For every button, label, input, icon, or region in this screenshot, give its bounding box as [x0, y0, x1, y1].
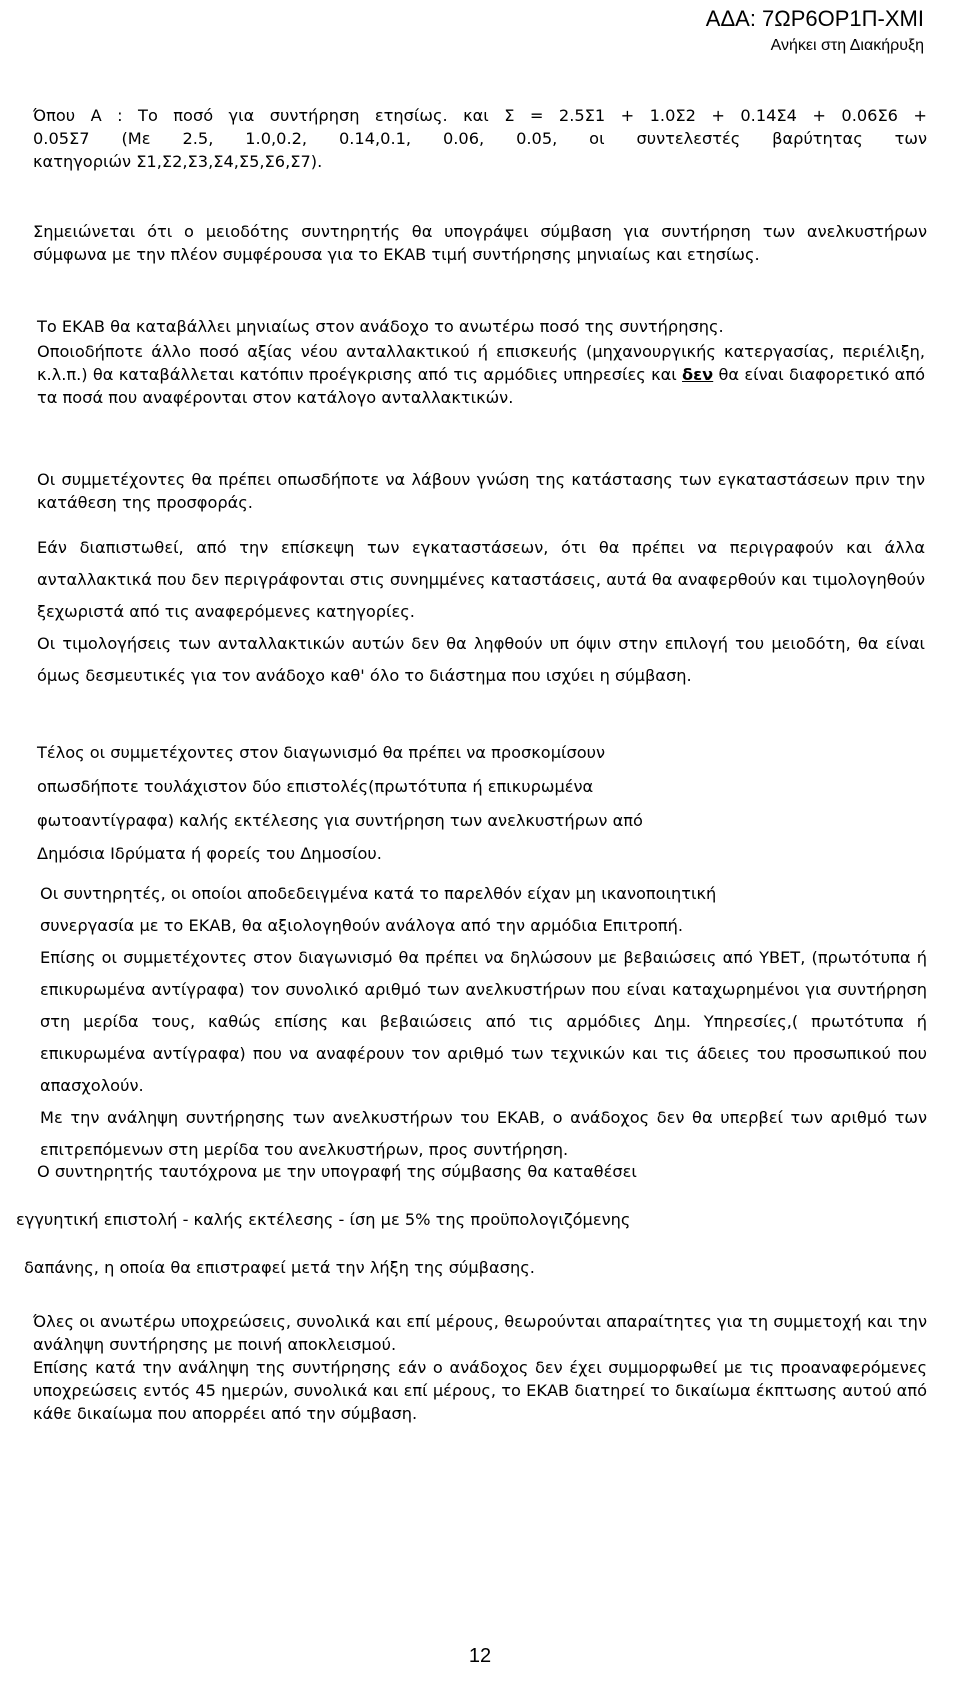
limit-paragraph: Με την ανάληψη συντήρησης των ανελκυστήρων του ΕΚΑΒ, ο ανάδοχος δεν θα υπερβεί των αριθμό των επιτρεπόμενων στη μερίδα του ανελκυστήρων, προς συντήρηση.: [40, 1108, 927, 1159]
payment-block: [37, 315, 925, 409]
document-subtitle: Ανήκει στη Διακήρυξη: [770, 37, 924, 54]
ekab-pay-paragraph: Το ΕΚΑΒ θα καταβάλλει μηνιαίως στον ανάδοχο το ανωτέρω ποσό της συντήρησης.: [37, 317, 724, 336]
guarantee-line-3: δαπάνης, η οποία θα επιστραφεί μετά την λήξη της σύμβασης.: [24, 1258, 535, 1277]
obligations-block: [40, 878, 927, 1166]
note-paragraph: Σημειώνεται ότι ο μειοδότης συντηρητής θα υπογράψει σύμβαση για συντήρηση των ανελκυστήρων σύμφωνα με την πλέον συμφέρουσα για το ΕΚΑΒ τιμή συντήρησης μηνιαίως και ετησίως.: [33, 222, 927, 264]
page-number: 12: [468, 1645, 492, 1667]
maint-line-1: Οι συντηρητές, οι οποίοι αποδεδειγμένα κατά το παρελθόν είχαν μη ικανοποιητική: [40, 884, 717, 903]
note-block: [33, 220, 927, 266]
formula-line-2: 0.05Σ7 (Με 2.5, 1.0,0.2, 0.14,0.1, 0.06, 0.05, οι συντελεστές βαρύτητας των: [33, 129, 927, 148]
references-block: [37, 736, 925, 871]
other-amount-emphasis: δεν: [682, 365, 714, 384]
other-amount-paragraph: [37, 340, 925, 409]
formula-block: [33, 104, 927, 173]
formula-line-3: κατηγοριών Σ1,Σ2,Σ3,Σ4,Σ5,Σ6,Σ7).: [33, 152, 323, 171]
finally-line-4: Δημόσια Ιδρύματα ή φορείς του Δημοσίου.: [37, 844, 382, 864]
also-cancel-paragraph: Επίσης κατά την ανάληψη της συντήρησης εάν ο ανάδοχος δεν έχει συμμορφωθεί με τις προαναφερόμενες υποχρεώσεις εντός 45 ημερών, συνολικά και επί μέρους, το ΕΚΑΒ διατηρεί το δικαίωμα έκπτωσης αυτού από κάθε δικαίωμα που απορρέει από την σύμβαση.: [33, 1358, 927, 1423]
guarantee-line-1: Ο συντηρητής ταυτόχρονα με την υπογραφή της σύμβασης θα καταθέσει: [37, 1162, 637, 1181]
pricing-paragraph: Οι τιμολογήσεις των ανταλλακτικών αυτών δεν θα ληφθούν υπ όψιν στην επιλογή του μειοδότη, θα είναι όμως δεσμευτικές για τον ανάδοχο καθ' όλο το διάστημα που ισχύει η σύμβαση.: [37, 634, 925, 685]
also-paragraph: Επίσης οι συμμετέχοντες στον διαγωνισμό θα πρέπει να δηλώσουν με βεβαιώσεις από ΥΒΕΤ, (πρωτότυπα ή επικυρωμένα αντίγραφα) τον συνολικό αριθμό των ανελκυστήρων που είναι καταχωρημένοι για συντήρηση στη μερίδα τους, καθώς επίσης και βεβαιώσεις από τις αρμόδιες Δημ. Υπηρεσίες,( πρωτότυπα ή επικυρωμένα αντίγραφα) που να αναφέρουν τον αριθμό των τεχνικών και τις άδειες του προσωπικού που απασχολούν.: [40, 948, 927, 1095]
final-block: [33, 1310, 927, 1425]
finally-line-1: Τέλος οι συμμετέχοντες στον διαγωνισμό θα πρέπει να προσκομίσουν: [37, 743, 606, 762]
guarantee-line-2: εγγυητική επιστολή - καλής εκτέλεσης - ίση με 5% της προϋπολογιζόμενης: [16, 1210, 631, 1229]
all-obligations-paragraph: Όλες οι ανωτέρω υποχρεώσεις, συνολικά και επί μέρους, θεωρούνται απαραίτητες για τη συμμετοχή και την ανάληψη συντήρησης με ποινή αποκλεισμού.: [33, 1312, 927, 1354]
participants-block: [37, 468, 925, 514]
document-code: ΑΔΑ: 7ΩΡ6ΟΡ1Π-ΧΜΙ: [705, 6, 924, 31]
finally-line-2: οπωσδήποτε τουλάχιστον δύο επιστολές(πρωτότυπα ή επικυρωμένα: [37, 776, 594, 796]
finally-line-3: φωτοαντίγραφα) καλής εκτέλεσης για συντήρηση των ανελκυστήρων από: [37, 810, 643, 830]
formula-line-1: Όπου Α : Το ποσό για συντήρηση ετησίως. και Σ = 2.5Σ1 + 1.0Σ2 + 0.14Σ4 + 0.06Σ6 +: [33, 106, 927, 125]
spare-parts-block: [37, 532, 925, 692]
if-found-paragraph: Εάν διαπιστωθεί, από την επίσκεψη των εγκαταστάσεων, ότι θα πρέπει να περιγραφούν και άλλα ανταλλακτικά που δεν περιγράφονται στις συνημμένες καταστάσεις, αυτά θα αναφερθούν και τιμολογηθούν ξεχωριστά από τις αναφερόμενες κατηγορίες.: [37, 538, 925, 621]
other-amount-pre: Οποιοδήποτε άλλο ποσό αξίας νέου ανταλλακτικού ή επισκευής (μηχανουργικής κατεργασίας, περιέλιξη, κ.λ.π.) θα καταβάλλεται κατόπιν προέγκρισης από τις αρμόδιες υπηρεσίες και: [37, 342, 925, 384]
other-amount-post: θα είναι διαφορετικό από τα ποσά που αναφέρονται στον κατάλογο ανταλλακτικών.: [37, 365, 925, 407]
maint-line-2: συνεργασία με το ΕΚΑΒ, θα αξιολογηθούν ανάλογα από την αρμόδια Επιτροπή.: [40, 916, 684, 935]
participants-know-paragraph: Οι συμμετέχοντες θα πρέπει οπωσδήποτε να λάβουν γνώση της κατάστασης των εγκαταστάσεων πριν την κατάθεση της προσφοράς.: [37, 470, 925, 512]
